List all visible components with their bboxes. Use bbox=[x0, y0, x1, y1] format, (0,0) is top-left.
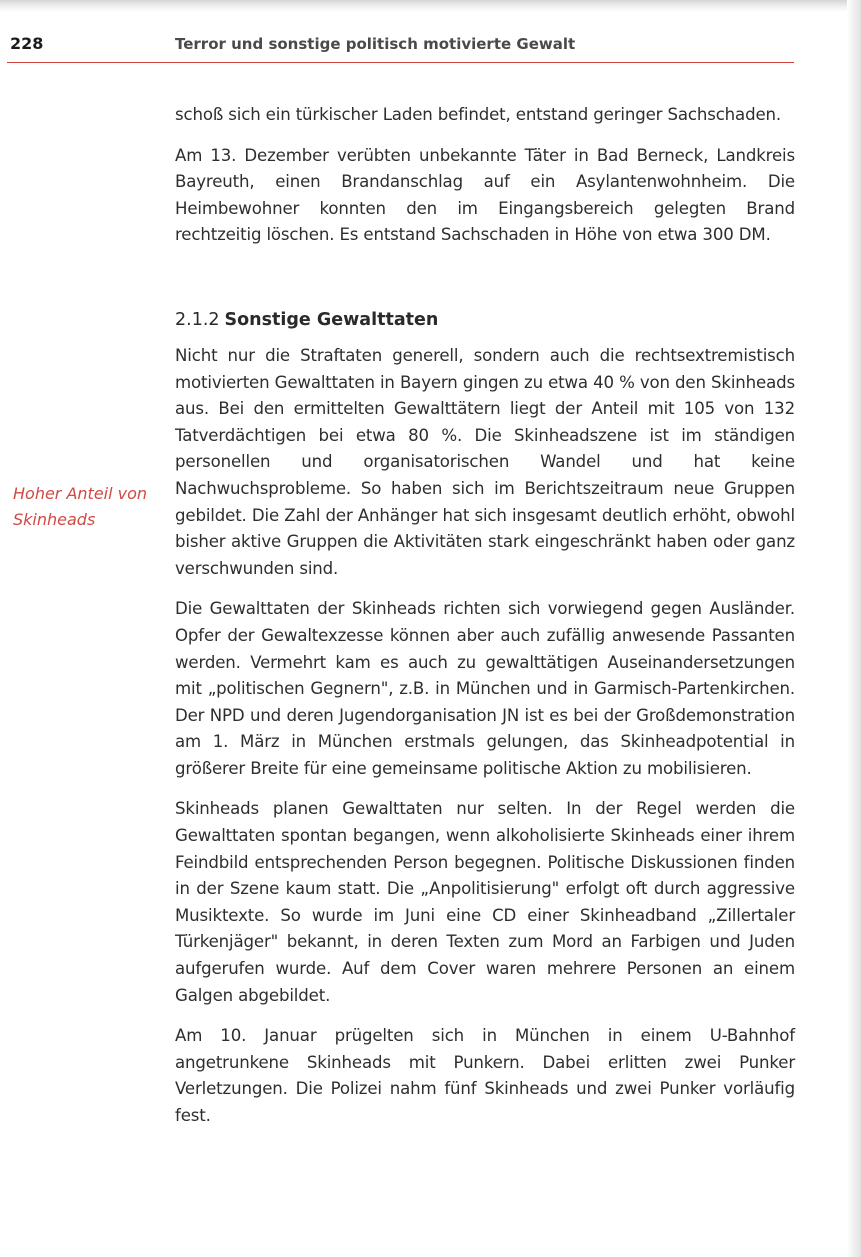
paragraph: Nicht nur die Straftaten generell, sondern auch die rechtsextremistisch motivierten Gewalttaten in Bayern gingen zu etwa 40 % von den Skinheads aus. Bei den ermittelten Gewalttätern liegt der Anteil mit 105 von 132 Tatverdächtigen bei etwa 80 %. Die Skinheadszene ist im ständigen personellen und organisatorischen Wandel und hat keine Nachwuchsprobleme. So haben sich im Berichtszeitraum neue Gruppen gebildet. Die Zahl der Anhänger hat sich insgesamt deutlich erhöht, obwohl bisher aktive Gruppen die Aktivitäten stark eingeschränkt haben oder ganz verschwunden sind. bbox=[175, 345, 795, 578]
paragraph: schoß sich ein türkischer Laden befindet, entstand geringer Sachschaden. bbox=[175, 105, 781, 124]
section-title: Sonstige Gewalttaten bbox=[224, 309, 439, 330]
page-edge-shadow bbox=[847, 0, 861, 1257]
paragraph: Am 13. Dezember verübten unbekannte Täter in Bad Berneck, Landkreis Bayreuth, einen Brandanschlag auf ein Asylantenwohnheim. Die Heimbewohner konnten den im Eingangsbereich gelegten Brand rechtzeitig löschen. Es entstand Sachschaden in Höhe von etwa 300 DM. bbox=[175, 145, 795, 245]
paragraph: Am 10. Januar prügelten sich in München in einem U-Bahnhof angetrunkene Skinheads mit Punkern. Dabei erlitten zwei Punker Verletzungen. Die Polizei nahm fünf Skinheads und zwei Punker vorläufig fest. bbox=[175, 1026, 795, 1125]
margin-note-line-1: Hoher Anteil von bbox=[13, 484, 148, 503]
page-header bbox=[7, 34, 794, 63]
margin-note bbox=[13, 481, 163, 533]
section-number: 2.1.2 bbox=[175, 309, 220, 330]
section-heading bbox=[175, 307, 795, 333]
body-text bbox=[175, 102, 795, 1144]
running-title: Terror und sonstige politisch motivierte Gewalt bbox=[175, 35, 576, 53]
paragraph: Die Gewalttaten der Skinheads richten sich vorwiegend gegen Ausländer. Opfer der Gewaltexzesse können aber auch zufällig anwesende Passanten werden. Vermehrt kam es auch zu gewalttätigen Auseinandersetzungen mit „politischen Gegnern", z.B. in München und in Garmisch-Partenkirchen. Der NPD und deren Jugendorganisation JN ist es bei der Großdemonstration am 1. März in München erstmals gelungen, das Skinheadpotential in größerer Breite für eine gemeinsame politische Aktion zu mobilisieren. bbox=[175, 599, 795, 778]
margin-note-line-2: Skinheads bbox=[13, 510, 96, 529]
page-number: 228 bbox=[10, 34, 44, 53]
paragraph: Skinheads planen Gewalttaten nur selten. In der Regel werden die Gewalttaten spontan begangen, wenn alkoholisierte Skinheads einer ihrem Feindbild entsprechenden Person begegnen. Politische Diskussionen finden in der Szene kaum statt. Die „Anpolitisierung" erfolgt oft durch aggressive Musiktexte. So wurde im Juni eine CD einer Skinheadband „Zillertaler Türkenjäger" bekannt, in deren Texten zum Mord an Farbigen und Juden aufgerufen wurde. Auf dem Cover waren mehrere Personen an einem Galgen abgebildet. bbox=[175, 799, 795, 1005]
